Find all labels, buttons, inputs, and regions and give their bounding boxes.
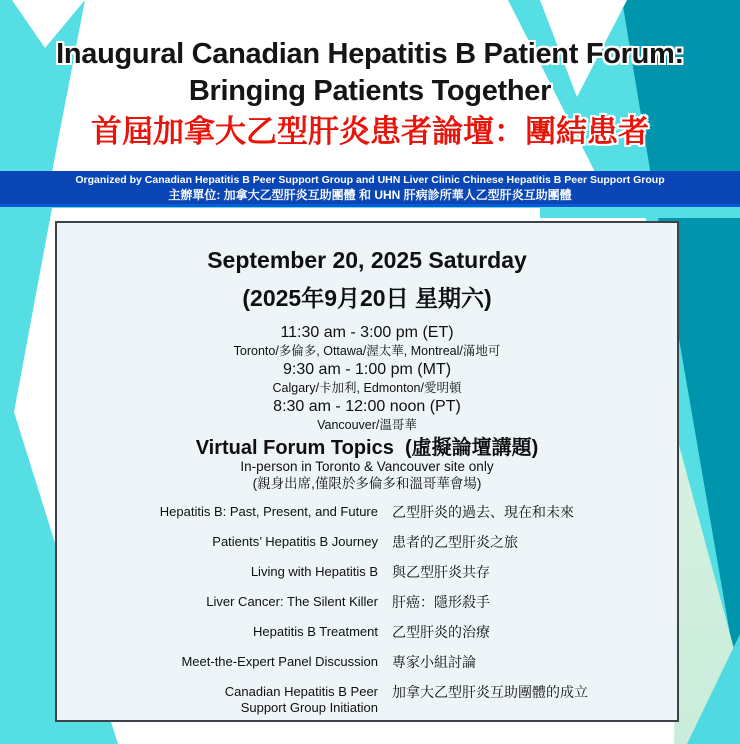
schedule-cities-pt: Vancouver/溫哥華 [317, 418, 417, 432]
topic-english: Hepatitis B: Past, Present, and Future [159, 504, 378, 519]
organizer-line-chinese: 主辦單位: 加拿大乙型肝炎互助團體 和 UHN 肝病診所華人乙型肝炎互助團體 [168, 187, 572, 202]
event-date-chinese: (2025年9月20日 星期六) [242, 285, 492, 311]
bg-under-banner-strip [540, 207, 740, 218]
topic-english: Hepatitis B Treatment [253, 624, 378, 639]
schedule [57, 323, 677, 434]
schedule-cities-mt: Calgary/卡加利, Edmonton/愛明頓 [272, 381, 462, 395]
topic-english: Meet-the-Expert Panel Discussion [181, 654, 378, 669]
title-line-1: Inaugural Canadian Hepatitis B Patient Forum: [56, 38, 684, 70]
page-title [0, 36, 740, 110]
organizer-banner [0, 171, 740, 207]
schedule-cities-et: Toronto/多倫多, Ottawa/渥太華, Montreal/滿地可 [233, 344, 501, 358]
topic-chinese: 加拿大乙型肝炎互助團體的成立 [392, 684, 588, 700]
topic-chinese: 乙型肝炎的過去、現在和未來 [392, 504, 574, 520]
topic-english: Canadian Hepatitis B Peer Support Group Initiation [224, 684, 378, 715]
topic-chinese: 專家小組討論 [392, 654, 476, 670]
topic-chinese: 與乙型肝炎共存 [392, 564, 490, 580]
topic-english: Patients’ Hepatitis B Journey [212, 534, 378, 549]
event-date-english: September 20, 2025 Saturday [207, 247, 527, 273]
in-person-note-chinese: (親身出席,僅限於多倫多和溫哥華會場) [252, 476, 482, 491]
topics-heading: Virtual Forum Topics (虛擬論壇講題) [195, 437, 539, 459]
schedule-time-pt: 8:30 am - 12:00 noon (PT) [273, 398, 461, 415]
event-card [55, 221, 679, 722]
schedule-time-et: 11:30 am - 3:00 pm (ET) [280, 324, 454, 341]
in-person-note-english: In-person in Toronto & Vancouver site only [240, 459, 494, 474]
topics-list [57, 504, 677, 716]
topic-chinese: 乙型肝炎的治療 [392, 624, 490, 640]
page-title-chinese: 首屆加拿大乙型肝炎患者論壇：團結患者 [91, 114, 649, 149]
header [0, 0, 740, 149]
topic-english: Living with Hepatitis B [250, 564, 378, 579]
topic-chinese: 患者的乙型肝炎之旅 [392, 534, 518, 550]
organizer-line-english: Organized by Canadian Hepatitis B Peer Support Group and UHN Liver Clinic Chinese Hepatitis B Peer Support Group [75, 173, 665, 186]
title-line-2: Bringing Patients Together [188, 75, 552, 107]
topic-chinese: 肝癌：隱形殺手 [392, 594, 490, 610]
schedule-time-mt: 9:30 am - 1:00 pm (MT) [282, 361, 452, 378]
topic-english: Liver Cancer: The Silent Killer [206, 594, 378, 609]
